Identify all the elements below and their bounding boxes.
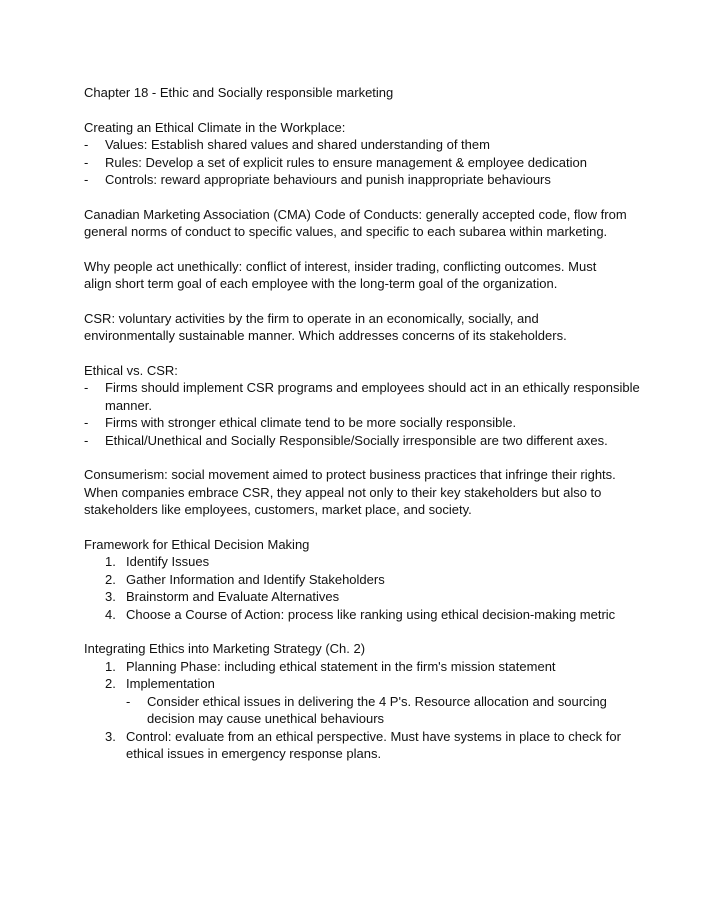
- list-text: Implementation: [126, 676, 215, 691]
- list-item: [84, 379, 644, 414]
- ethical-vs-csr-section: [84, 362, 644, 450]
- list-number: 3.: [105, 728, 116, 744]
- unethical-paragraph: [84, 258, 644, 293]
- consumerism-paragraph: [84, 466, 644, 519]
- bullet-marker: -: [126, 693, 131, 709]
- ethical-vs-csr-heading: Ethical vs. CSR:: [84, 362, 178, 378]
- bullet-text: Controls: reward appropriate behaviours and punish inappropriate behaviours: [105, 172, 551, 187]
- list-text: [126, 728, 644, 763]
- list-item: [84, 432, 644, 450]
- list-item: [84, 136, 644, 154]
- bullet-text: [105, 379, 644, 414]
- list-line: Control: evaluate from an ethical perspective. Must have systems in place to check for: [126, 728, 621, 744]
- paragraph-line: Consumerism: social movement aimed to protect business practices that infringe their rights.: [84, 467, 616, 482]
- bullet-marker: -: [84, 380, 89, 395]
- list-number: 2.: [105, 571, 116, 587]
- list-item: [84, 675, 644, 693]
- bullet-marker: -: [84, 172, 89, 187]
- chapter-title-block: [84, 84, 644, 102]
- list-item: [84, 588, 644, 606]
- integrating-section: [84, 640, 644, 763]
- framework-section: [84, 536, 644, 624]
- bullet-line: decision may cause unethical behaviours: [147, 711, 385, 726]
- list-item: [84, 658, 644, 676]
- list-line: ethical issues in emergency response plans.: [126, 746, 382, 761]
- paragraph-line: When companies embrace CSR, they appeal not only to their key stakeholders but also to: [84, 484, 602, 500]
- bullet-text: Values: Establish shared values and shared understanding of them: [105, 137, 490, 152]
- list-text: Identify Issues: [126, 554, 210, 569]
- paragraph-line: environmentally sustainable manner. Which addresses concerns of its stakeholders.: [84, 328, 567, 343]
- bullet-text: Ethical/Unethical and Socially Responsible/Socially irresponsible are two different axes.: [105, 432, 608, 448]
- bullet-text: Firms with stronger ethical climate tend to be more socially responsible.: [105, 415, 517, 430]
- bullet-marker: -: [84, 154, 89, 170]
- paragraph-line: Why people act unethically: conflict of interest, insider trading, conflicting outcomes. Must: [84, 258, 597, 274]
- bullet-line: Consider ethical issues in delivering the 4 P's. Resource allocation and sourcing: [147, 693, 607, 709]
- list-number: 2.: [105, 676, 116, 691]
- bullet-line: manner.: [105, 397, 152, 413]
- list-number: 3.: [105, 589, 116, 604]
- list-number: 4.: [105, 606, 116, 622]
- list-text: Brainstorm and Evaluate Alternatives: [126, 589, 340, 604]
- cma-paragraph: [84, 206, 644, 241]
- list-number: 1.: [105, 658, 116, 674]
- list-item: [84, 606, 644, 624]
- integrating-heading: Integrating Ethics into Marketing Strategy (Ch. 2): [84, 641, 366, 656]
- paragraph-line: CSR: voluntary activities by the firm to operate in an economically, socially, and: [84, 310, 539, 326]
- bullet-marker: -: [84, 415, 89, 430]
- paragraph-line: general norms of conduct to specific values, and specific to each subarea within marketing.: [84, 224, 608, 239]
- list-text: Planning Phase: including ethical statement in the firm's mission statement: [126, 658, 556, 674]
- paragraph-line: align short term goal of each employee with the long-term goal of the organization.: [84, 276, 558, 291]
- list-text: Choose a Course of Action: process like ranking using ethical decision-making metric: [126, 606, 616, 622]
- sub-bullet-text: [147, 693, 644, 728]
- list-item: [84, 553, 644, 571]
- list-item: [84, 571, 644, 589]
- paragraph-line: stakeholders like employees, customers, market place, and society.: [84, 502, 472, 517]
- bullet-line: Firms should implement CSR programs and employees should act in an ethically responsible: [105, 380, 640, 395]
- list-item: [84, 693, 644, 728]
- list-item: [84, 171, 644, 189]
- csr-paragraph: [84, 310, 644, 345]
- ethical-climate-heading: Creating an Ethical Climate in the Workplace:: [84, 119, 346, 135]
- list-text: Gather Information and Identify Stakeholders: [126, 571, 385, 587]
- list-item: [84, 154, 644, 172]
- list-item: [84, 728, 644, 763]
- chapter-title: Chapter 18 - Ethic and Socially responsible marketing: [84, 85, 394, 100]
- list-item: [84, 414, 644, 432]
- paragraph-line: Canadian Marketing Association (CMA) Code of Conducts: generally accepted code, flow from: [84, 206, 627, 222]
- bullet-marker: -: [84, 432, 89, 448]
- list-number: 1.: [105, 554, 116, 569]
- bullet-text: Rules: Develop a set of explicit rules to ensure management & employee dedication: [105, 154, 587, 170]
- framework-heading: Framework for Ethical Decision Making: [84, 536, 310, 552]
- ethical-climate-section: [84, 119, 644, 189]
- document-content: [84, 84, 644, 780]
- bullet-marker: -: [84, 137, 89, 152]
